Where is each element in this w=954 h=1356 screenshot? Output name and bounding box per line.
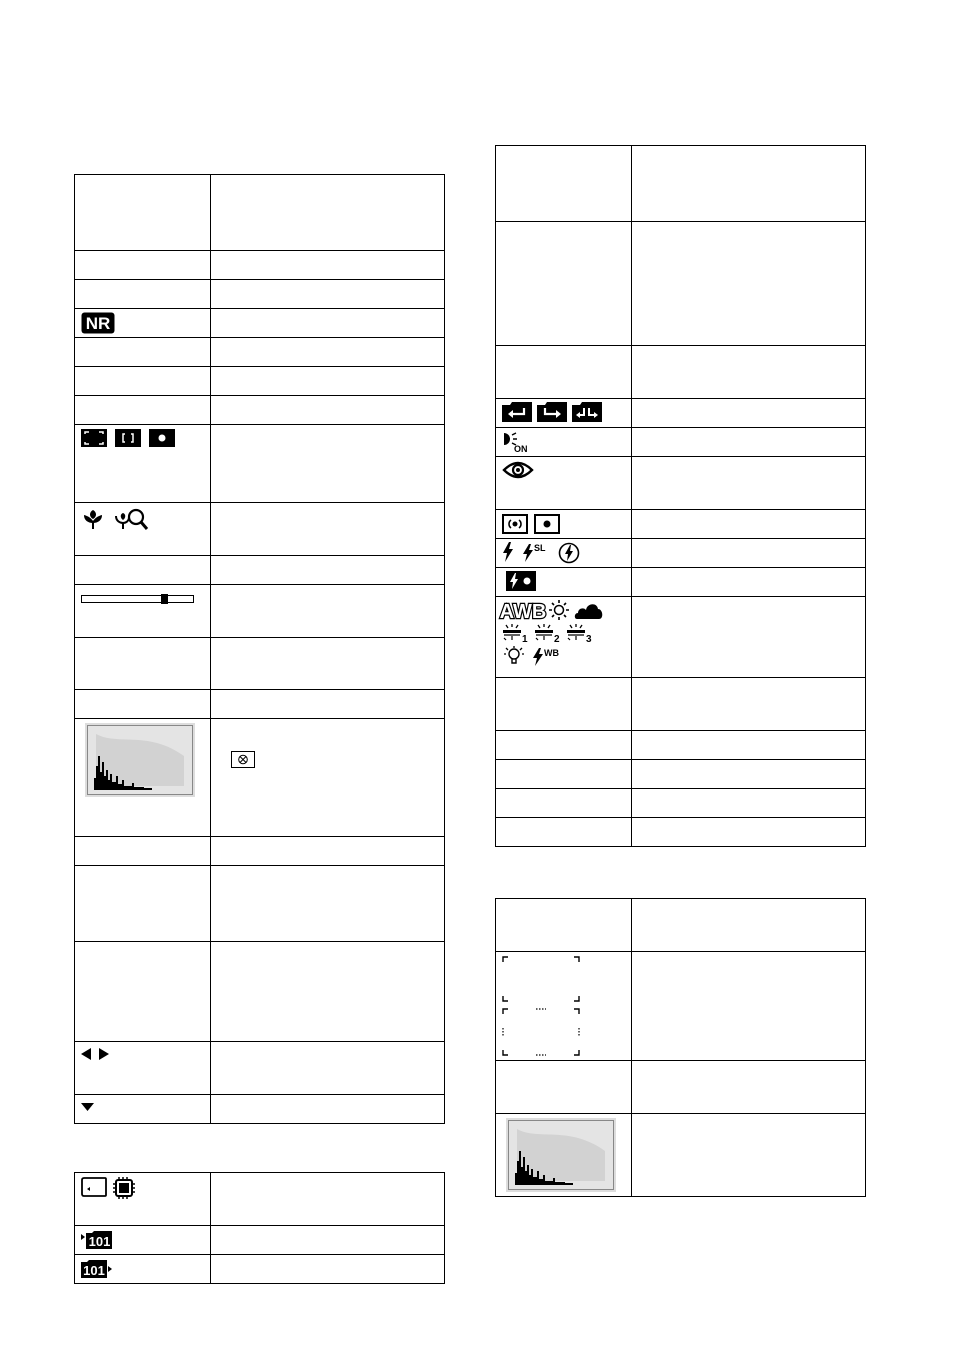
flash-charging-icon	[506, 571, 536, 591]
af-center-icon	[115, 429, 141, 447]
svg-text:NR: NR	[85, 314, 111, 333]
svg-text:2: 2	[554, 634, 560, 645]
table-row	[75, 866, 445, 942]
svg-text:WB: WB	[544, 648, 559, 658]
histogram-icon	[87, 725, 193, 795]
macro-zoom-icon	[115, 507, 149, 531]
indicator-cell	[75, 175, 211, 251]
table-row	[496, 146, 866, 222]
table-row	[75, 1095, 445, 1124]
nr-badge-icon	[81, 312, 115, 334]
table-row	[75, 585, 445, 638]
down-arrow-icon	[81, 1103, 94, 1111]
right-indicator-table	[495, 145, 866, 847]
table-row	[75, 503, 445, 556]
multi-metering-icon	[502, 514, 528, 534]
table-row	[75, 638, 445, 690]
table-row	[75, 251, 445, 280]
incandescent-icon	[502, 646, 526, 666]
svg-text:101: 101	[88, 1234, 111, 1249]
table-row	[75, 396, 445, 425]
table-row	[496, 539, 866, 568]
svg-text:ON: ON	[514, 444, 528, 454]
left-indicator-table	[74, 174, 445, 1124]
folder-101-record-icon	[81, 1260, 113, 1278]
table-row	[75, 367, 445, 396]
folder-swap-icon	[572, 402, 602, 422]
table-row	[75, 1255, 445, 1284]
right-playback-table	[495, 898, 866, 1197]
table-row	[75, 338, 445, 367]
table-row	[75, 837, 445, 866]
daylight-icon	[548, 599, 570, 621]
fluorescent-3-icon	[566, 623, 594, 643]
af-range-frame-dotted-icon	[502, 1008, 580, 1056]
table-row	[75, 1226, 445, 1255]
table-row	[496, 760, 866, 789]
cross-in-box-icon	[231, 751, 255, 768]
af-range-frame-icon	[502, 956, 580, 1002]
table-row	[75, 942, 445, 1042]
spot-metering-icon	[534, 514, 560, 534]
table-row	[75, 556, 445, 585]
macro-icon	[81, 507, 105, 531]
table-row	[496, 731, 866, 760]
table-row	[75, 719, 445, 837]
table-row	[496, 818, 866, 847]
folder-return-icon	[502, 402, 532, 422]
table-row	[496, 899, 866, 952]
svg-text:1: 1	[522, 634, 528, 645]
folder-forward-icon	[537, 402, 567, 422]
histogram-icon	[508, 1120, 614, 1190]
table-row	[496, 1061, 866, 1114]
table-row	[496, 678, 866, 731]
internal-memory-icon	[113, 1177, 135, 1199]
memory-card-icon	[81, 1177, 107, 1197]
flash-wb-icon	[532, 646, 562, 666]
table-row	[75, 175, 445, 251]
exposure-bar-icon	[81, 594, 195, 604]
table-row	[75, 1173, 445, 1226]
af-wide-icon	[81, 429, 107, 447]
flash-off-icon	[558, 542, 580, 564]
table-row	[496, 346, 866, 399]
table-row	[496, 222, 866, 346]
table-row	[496, 597, 866, 678]
table-row	[496, 789, 866, 818]
table-row	[75, 425, 445, 503]
table-row	[496, 457, 866, 510]
left-right-arrows-icon	[81, 1048, 109, 1060]
svg-text:3: 3	[586, 634, 592, 645]
fluorescent-1-icon	[502, 623, 530, 643]
table-row	[75, 690, 445, 719]
left-storage-table	[74, 1172, 445, 1284]
flash-auto-icon	[502, 542, 514, 562]
table-row	[496, 428, 866, 457]
cloudy-icon	[574, 600, 604, 620]
fluorescent-2-icon	[534, 623, 562, 643]
table-row	[496, 568, 866, 597]
svg-text:SL: SL	[534, 543, 546, 553]
folder-101-play-icon	[81, 1231, 113, 1249]
table-row	[496, 510, 866, 539]
spot-af-icon	[149, 429, 175, 447]
awb-icon	[499, 599, 547, 623]
red-eye-icon	[502, 460, 534, 480]
meaning-cell	[211, 175, 445, 251]
table-row	[496, 1114, 866, 1197]
table-row	[496, 399, 866, 428]
table-row	[496, 952, 866, 1061]
table-row	[75, 1042, 445, 1095]
af-illuminator-on-icon	[502, 431, 532, 453]
table-row	[75, 280, 445, 309]
svg-text:AWB: AWB	[499, 601, 547, 623]
flash-slow-sync-icon	[522, 542, 550, 562]
table-row	[75, 309, 445, 338]
svg-text:101: 101	[83, 1263, 105, 1278]
